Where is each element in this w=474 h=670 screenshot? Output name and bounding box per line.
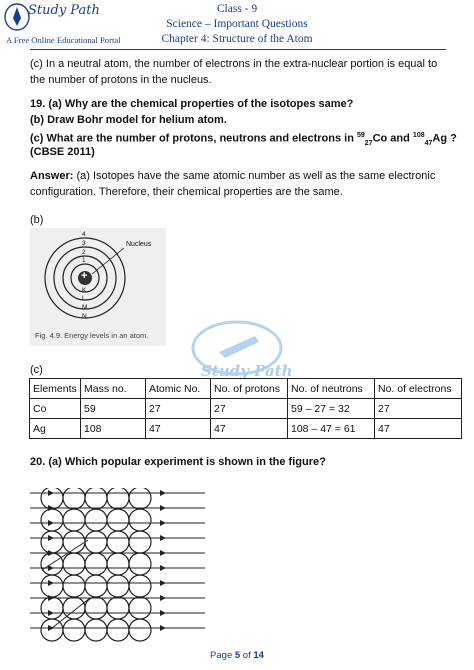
arrow-head-icon xyxy=(160,625,166,631)
arrow-head-icon xyxy=(48,595,54,601)
arrow-head-icon xyxy=(48,490,54,496)
nucleus-plus-sign: + xyxy=(81,270,88,282)
atom-circle xyxy=(85,488,107,509)
table-header-cell: Elements xyxy=(30,379,81,399)
cbse-tag: (CBSE 2011) xyxy=(30,146,95,158)
energy-levels-figure xyxy=(30,228,166,346)
table-cell: 27 xyxy=(211,399,288,419)
arrow-head-icon xyxy=(160,550,166,556)
question-19b: (b) Draw Bohr model for helium atom. xyxy=(30,114,227,126)
nucleus-label: Nucleus xyxy=(126,241,152,248)
atom-circle xyxy=(63,553,85,575)
atom-circle xyxy=(107,575,129,597)
shell-letter: N xyxy=(82,313,87,320)
atom-circle xyxy=(129,553,151,575)
table-cell: Ag xyxy=(30,419,81,439)
label-c: (c) xyxy=(30,364,43,376)
shell-letter: L xyxy=(82,295,86,302)
atom-circle xyxy=(129,509,151,531)
atom-circle xyxy=(107,553,129,575)
atom-circle xyxy=(41,488,63,509)
atom-circle xyxy=(85,619,107,641)
arrow-head-icon xyxy=(160,520,166,526)
atom-circle xyxy=(41,575,63,597)
table-cell: 27 xyxy=(375,399,462,419)
rutherford-scattering-figure xyxy=(30,488,210,643)
study-path-watermark xyxy=(175,318,300,386)
label-b: (b) xyxy=(30,214,44,226)
text-c-line1: (c) In a neutral atom, the number of electrons in the extra-nuclear portion is equal to xyxy=(30,58,438,70)
arrow-head-icon xyxy=(160,610,166,616)
shell-number: 4 xyxy=(82,231,86,238)
table-header-cell: No. of electrons xyxy=(375,379,462,399)
shell-letter: K xyxy=(82,287,87,294)
table-cell: 59 – 27 = 32 xyxy=(288,399,375,419)
arrow-head-icon xyxy=(160,595,166,601)
arrow-head-icon xyxy=(48,580,54,586)
shell-number: 1 xyxy=(82,257,86,264)
question-19c: (c) What are the number of protons, neutrons and electrons in $^{59}_{27}$Co and $^{108}_{47}$Ag ? xyxy=(30,132,457,147)
arrow-head-icon xyxy=(48,520,54,526)
table-cell: 27 xyxy=(146,399,211,419)
arrow-head-icon xyxy=(160,490,166,496)
atom-circle xyxy=(63,488,85,509)
atom-circle xyxy=(63,575,85,597)
table-header-row xyxy=(30,379,462,399)
watermark-text: Study Path xyxy=(201,362,293,380)
atom-circle xyxy=(63,509,85,531)
atom-circle xyxy=(41,531,63,553)
answer-line1: Answer: (a) Isotopes have the same atomic number as well as the same electronic xyxy=(30,170,436,182)
atom-circle xyxy=(63,619,85,641)
arrow-head-icon xyxy=(160,505,166,511)
shell-number: 2 xyxy=(82,249,86,256)
question-20a: 20. (a) Which popular experiment is shown in the figure? xyxy=(30,456,326,468)
answer-line2: configuration. Therefore, their chemical properties are the same. xyxy=(30,186,343,198)
atom-circle xyxy=(129,619,151,641)
atom-circle xyxy=(107,488,129,509)
table-header-cell: No. of neutrons xyxy=(288,379,375,399)
atom-circle xyxy=(85,575,107,597)
logo-tagline: A Free Online Educational Portal xyxy=(6,35,121,45)
atom-data-table xyxy=(29,378,462,439)
arrow-head-icon xyxy=(160,565,166,571)
atom-circle xyxy=(107,619,129,641)
arrow-head-icon xyxy=(160,580,166,586)
arrow-head-icon xyxy=(160,535,166,541)
table-cell: 59 xyxy=(81,399,146,419)
table-cell: 108 xyxy=(81,419,146,439)
text-c-line2: the number of protons in the nucleus. xyxy=(30,74,212,86)
logo-text: Study Path xyxy=(28,3,100,18)
atom-circle xyxy=(129,531,151,553)
atom-circle xyxy=(129,597,151,619)
table-cell: 47 xyxy=(146,419,211,439)
header-class: Class - 9 xyxy=(216,3,258,15)
atom-circle xyxy=(85,509,107,531)
arrow-head-icon xyxy=(48,505,54,511)
question-19a: 19. (a) Why are the chemical properties of the isotopes same? xyxy=(30,98,354,110)
shell-letter: M xyxy=(82,304,88,311)
shell-number: 3 xyxy=(82,240,86,247)
atom-circle xyxy=(85,553,107,575)
atom-circle xyxy=(107,509,129,531)
atom-circle xyxy=(85,531,107,553)
table-cell: 47 xyxy=(375,419,462,439)
header-divider xyxy=(30,49,446,50)
atom-circle xyxy=(85,597,107,619)
table-header-cell: No. of protons xyxy=(211,379,288,399)
arrow-head-icon xyxy=(48,550,54,556)
arrow-head-icon xyxy=(48,535,54,541)
atom-circle xyxy=(129,575,151,597)
arrow-head-icon xyxy=(48,625,54,631)
header-subject: Science – Important Questions xyxy=(166,18,308,30)
page-footer: Page 5 of 14 xyxy=(210,650,264,661)
figure-caption: Fig. 4.9. Energy levels in an atom. xyxy=(35,331,149,340)
scattering-diagram xyxy=(30,488,210,643)
atom-circle xyxy=(107,597,129,619)
atom-circle xyxy=(41,509,63,531)
table-cell: 47 xyxy=(211,419,288,439)
arrow-head-icon xyxy=(48,610,54,616)
table-row xyxy=(30,399,462,419)
atom-circle xyxy=(107,531,129,553)
table-header-cell: Mass no. xyxy=(81,379,146,399)
atom-circle xyxy=(63,597,85,619)
table-header-cell: Atomic No. xyxy=(146,379,211,399)
header-chapter: Chapter 4: Structure of the Atom xyxy=(161,33,313,45)
atom-circle xyxy=(129,488,151,509)
table-cell: 108 – 47 = 61 xyxy=(288,419,375,439)
table-row xyxy=(30,419,462,439)
atom-circle xyxy=(41,597,63,619)
table-cell: Co xyxy=(30,399,81,419)
page-header xyxy=(0,0,474,50)
